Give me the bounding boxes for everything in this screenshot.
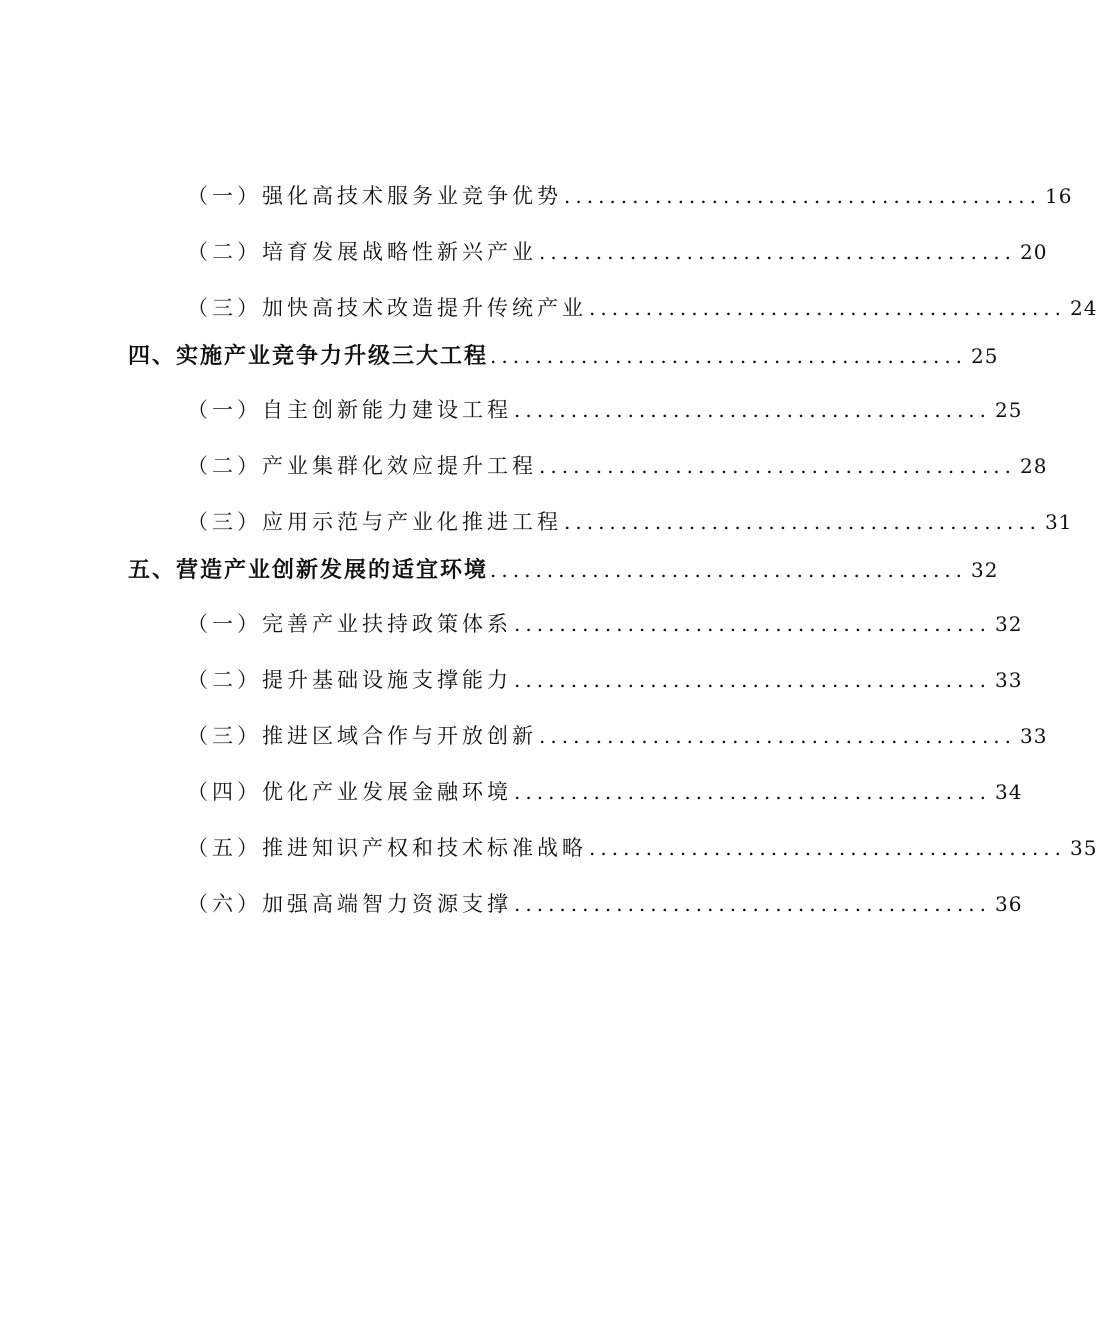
toc-entry-page: 25 [995,398,1023,422]
dot-leader: .......................................... [589,296,1067,320]
toc-entry-page: 32 [995,612,1023,636]
dot-leader: .......................................... [564,510,1042,534]
toc-entry-title: （三）加快高技术改造提升传统产业 [187,296,587,320]
toc-entry-title: （二）提升基础设施支撑能力 [187,668,512,692]
toc-entry [187,664,1023,694]
toc-entry [187,506,1073,536]
toc-entry-page: 31 [1045,510,1073,534]
toc-entry-title: （一）强化高技术服务业竞争优势 [187,184,562,208]
toc-entry-title: （一）自主创新能力建设工程 [187,398,512,422]
toc-entry-title: （四）优化产业发展金融环境 [187,780,512,804]
dot-leader: .......................................... [514,398,992,422]
dot-leader: .......................................... [539,724,1017,748]
dot-leader: .......................................... [514,892,992,916]
toc-entry-title: （三）应用示范与产业化推进工程 [187,510,562,534]
toc-entry [187,236,1048,266]
toc-entry-page: 24 [1070,296,1097,320]
toc-section-entry [128,553,999,584]
toc-entry-page: 33 [1020,724,1048,748]
toc-entry-title: （二）产业集群化效应提升工程 [187,454,537,478]
toc-entry-page: 34 [995,780,1023,804]
dot-leader: .......................................... [514,612,992,636]
toc-entry-page: 36 [995,892,1023,916]
dot-leader: .......................................... [514,668,992,692]
toc-entry-page: 16 [1045,184,1073,208]
toc-section-title: 五、营造产业创新发展的适宜环境 [128,558,489,583]
dot-leader: .......................................... [490,344,968,368]
toc-entry [187,608,1023,638]
dot-leader: .......................................... [490,558,968,582]
toc-entry-page: 32 [971,558,999,582]
dot-leader: .......................................... [514,780,992,804]
toc-entry-title: （一）完善产业扶持政策体系 [187,612,512,636]
dot-leader: .......................................... [539,240,1017,264]
toc-entry-title: （五）推进知识产权和技术标准战略 [187,836,587,860]
dot-leader: .......................................... [589,836,1067,860]
toc-entry [187,888,1023,918]
toc-entry-page: 35 [1070,836,1097,860]
toc-entry [187,776,1023,806]
toc-section-entry [128,339,999,370]
toc-entry-page: 28 [1020,454,1048,478]
toc-entry [187,292,1097,322]
dot-leader: .......................................... [564,184,1042,208]
toc-entry-title: （六）加强高端智力资源支撑 [187,892,512,916]
toc-entry [187,720,1048,750]
toc-entry-page: 33 [995,668,1023,692]
toc-entry [187,450,1048,480]
toc-entry [187,832,1097,862]
toc-entry-page: 25 [971,344,999,368]
toc-entry-page: 20 [1020,240,1048,264]
dot-leader: .......................................... [539,454,1017,478]
toc-entry [187,394,1023,424]
toc-section-title: 四、实施产业竞争力升级三大工程 [128,344,489,369]
toc-entry [187,180,1073,210]
toc-entry-title: （三）推进区域合作与开放创新 [187,724,537,748]
toc-entry-title: （二）培育发展战略性新兴产业 [187,240,537,264]
